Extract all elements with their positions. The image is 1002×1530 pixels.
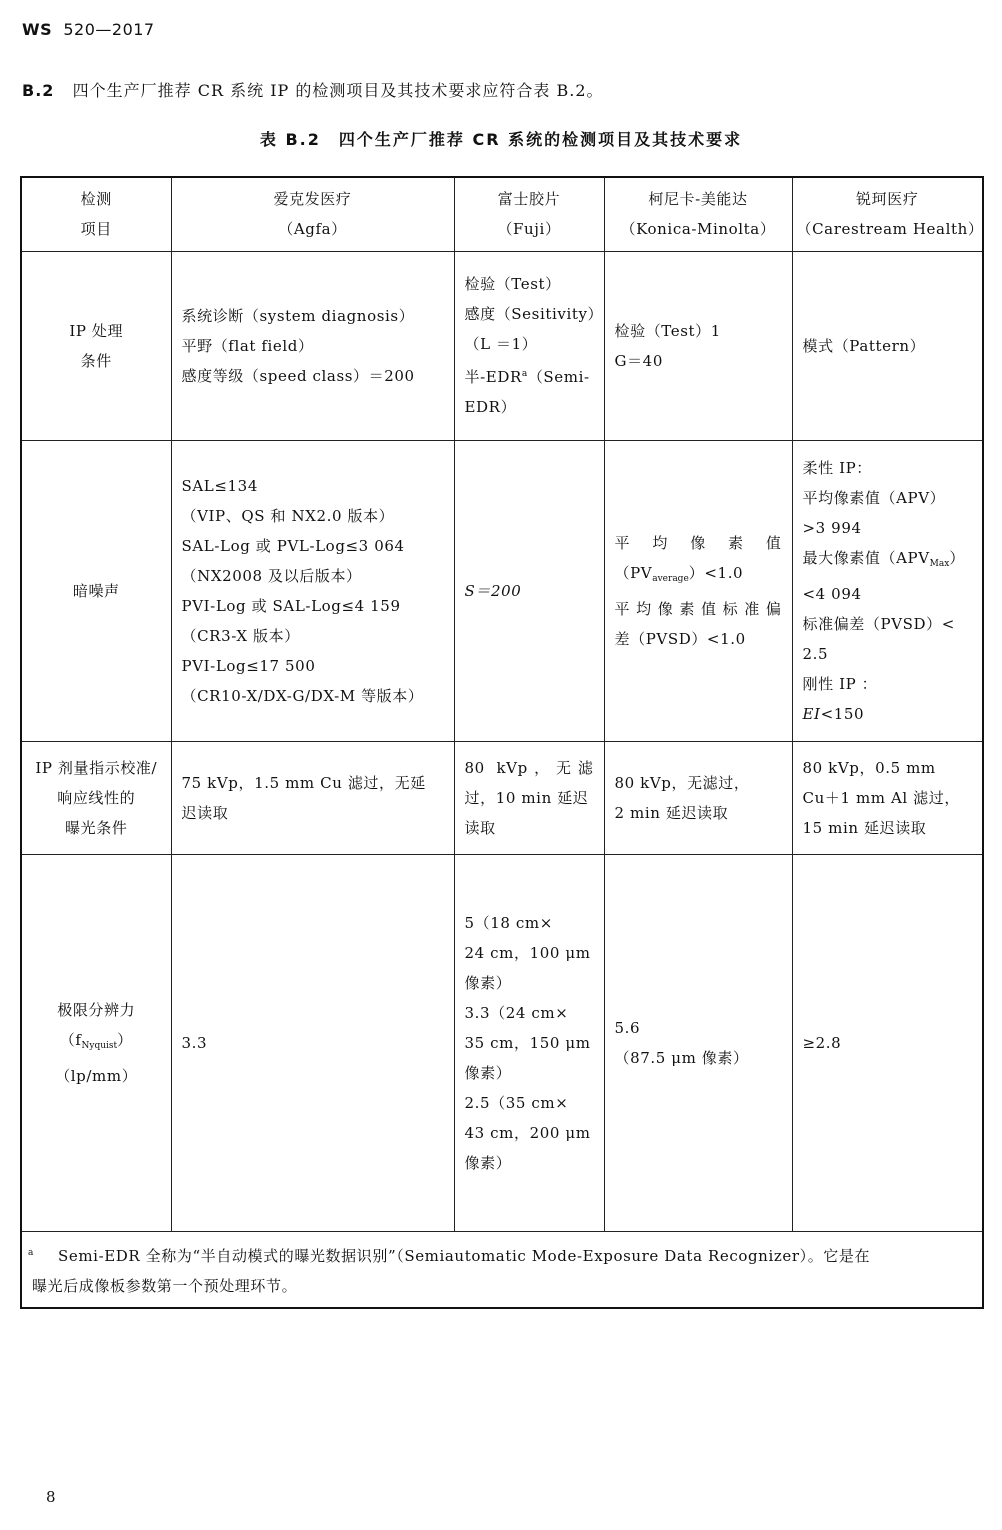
fuji-dark-noise: S＝200 (454, 440, 604, 741)
table-footnote: a Semi-EDR 全称为“半自动模式的曝光数据识别”（Semiautomatic Mode-Exposure Data Recognizer）。它是在 曝光后成像板参数第一个预处理环节。 (21, 1231, 983, 1308)
item-resolution: 极限分辨力 $(f_{Nyquist})$ （lp/mm） (21, 854, 171, 1231)
footnote-mark: a (28, 1247, 34, 1258)
section-number: B.2 (22, 81, 55, 100)
header-agfa: 爱克发医疗 （Agfa） (171, 177, 454, 251)
konica-dose-calibration: 80 kVp，无滤过， 2 min 延迟读取 (604, 741, 792, 854)
table-header-row (21, 177, 983, 251)
konica-ip-processing: 检验（Test）1 G＝40 (604, 251, 792, 440)
table-row-dose-calibration (21, 741, 983, 854)
header-konica: 柯尼卡-美能达 （Konica-Minolta） (604, 177, 792, 251)
fuji-dose-calibration: 80 kVp，无滤 过，10 min 延迟 读取 (454, 741, 604, 854)
table-row-dark-noise (21, 440, 983, 741)
agfa-dose-calibration: 75 kVp，1.5 mm Cu 滤过，无延 迟读取 (171, 741, 454, 854)
page-number: 8 (46, 1488, 56, 1506)
agfa-dark-noise: SAL≤134 （VIP、QS 和 NX2.0 版本） SAL-Log 或 PVL-Log≤3 064 （NX2008 及以后版本） PVI-Log 或 SAL-Log≤4 159 （CR3-X 版本） PVI-Log≤17 500 （CR10-X/DX-G/DX-M 等版本） (171, 440, 454, 741)
footnote-ref: a (521, 369, 528, 379)
fuji-ip-processing: 检验（Test） 感度（Sesitivity） （L ＝1） 半-EDR$^a$（Semi- EDR） (454, 251, 604, 440)
item-dark-noise: 暗噪声 (21, 440, 171, 741)
carestream-ip-processing: 模式（Pattern） (792, 251, 983, 440)
header-item: 检测 项目 (21, 177, 171, 251)
fuji-resolution: 5（18 cm× 24 cm，100 μm 像素） 3.3（24 cm× 35 cm，150 μm 像素） 2.5（35 cm× 43 cm，200 μm 像素） (454, 854, 604, 1231)
item-dose-calibration: IP 剂量指示校准/ 响应线性的 曝光条件 (21, 741, 171, 854)
table-footnote-row (21, 1231, 983, 1308)
konica-dark-noise: 平均像素值 $(PV_{average})<1.0$ 平均像素值标准偏 差（PVSD）<1.0 (604, 440, 792, 741)
table-row-ip-processing (21, 251, 983, 440)
agfa-ip-processing: 系统诊断（system diagnosis） 平野（flat field） 感度等级（speed class）＝200 (171, 251, 454, 440)
item-ip-processing: IP 处理 条件 (21, 251, 171, 440)
carestream-dark-noise: 柔性 IP： 平均像素值（APV） >3 994 最大像素值$(APV_{Max})$ <4 094 标准偏差（PVSD）< 2.5 刚性 IP ： EI<150 (792, 440, 983, 741)
table-caption: 表 B.2 四个生产厂推荐 CR 系统的检测项目及其技术要求 (259, 130, 743, 149)
header-carestream: 锐珂医疗 （Carestream Health） (792, 177, 983, 251)
carestream-resolution: ≥2.8 (792, 854, 983, 1231)
carestream-dose-calibration: 80 kVp，0.5 mm Cu＋1 mm Al 滤过， 15 min 延迟读取 (792, 741, 983, 854)
header-fuji: 富士胶片 （Fuji） (454, 177, 604, 251)
requirements-table (20, 176, 984, 1309)
agfa-resolution: 3.3 (171, 854, 454, 1231)
intro-paragraph: B.2 四个生产厂推荐 CR 系统 IP 的检测项目及其技术要求应符合表 B.2。 (22, 81, 604, 100)
konica-resolution: 5.6 （87.5 μm 像素） (604, 854, 792, 1231)
standard-number: WS 520—2017 (22, 20, 155, 39)
table-row-resolution (21, 854, 983, 1231)
